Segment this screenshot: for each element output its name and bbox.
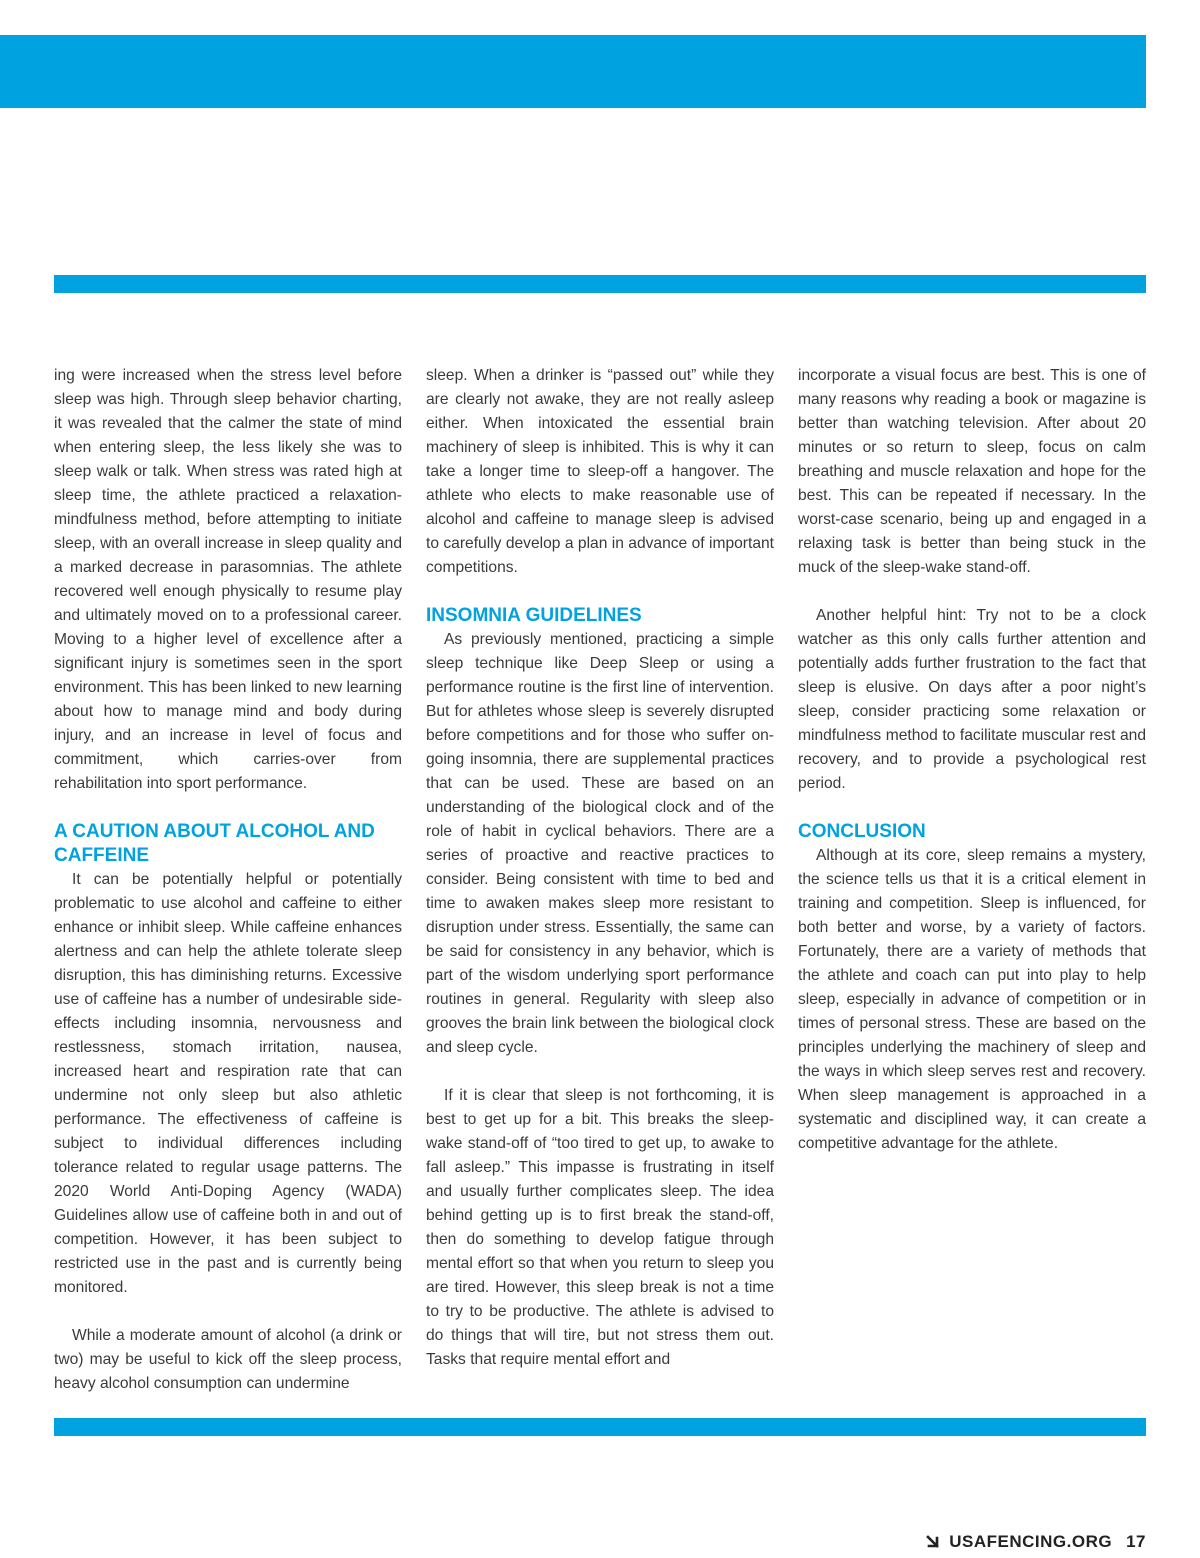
article-column-3 — [798, 364, 1146, 1156]
header-divider-band — [54, 275, 1146, 293]
col3-paragraph-1: incorporate a visual focus are best. This is one of many reasons why reading a book or magazine is better than watching television. After about 20 minutes or so return to sleep, focus on calm breathing and muscle relaxation and hope for the best. This can be repeated if necessary. In the worst-case scenario, being up and engaged in a relaxing task is better than being stuck in the muck of the sleep-wake stand-off. — [798, 367, 1146, 576]
col1-paragraph-3: While a moderate amount of alcohol (a drink or two) may be useful to kick off the sleep process, heavy alcohol consumption can undermine — [54, 1327, 402, 1392]
conclusion-heading: CONCLUSION — [798, 821, 926, 842]
col1-paragraph-2: It can be potentially helpful or potentially problematic to use alcohol and caffeine to either enhance or inhibit sleep. While caffeine enhances alertness and can help the athlete tolerate sleep disruption, this has diminishing returns. Excessive use of caffeine has a number of undesirable side-effects including insomnia, nervousness and restlessness, stomach irritation, nausea, increased heart and respiration rate that can undermine not only sleep but also athletic performance. The effectiveness of caffeine is subject to individual differences including tolerance related to regular usage patterns. The 2020 World Anti-Doping Agency (WADA) Guidelines allow use of caffeine both in and out of competition. However, it has been subject to restricted use in the past and is currently being monitored. — [54, 871, 402, 1296]
col3-paragraph-2: Another helpful hint: Try not to be a clock watcher as this only calls further attention and potentially adds further frustration to the fact that sleep is elusive. On days after a poor night’s sleep, consider practicing some relaxation or mindfulness method to facilitate muscular rest and recovery, and to provide a psychological rest period. — [798, 607, 1146, 792]
arrow-down-right-icon — [925, 1534, 941, 1550]
page-footer — [925, 1530, 1146, 1554]
page-number: 17 — [1126, 1532, 1146, 1551]
insomnia-guidelines-heading: INSOMNIA GUIDELINES — [426, 605, 642, 626]
article-column-2 — [426, 364, 774, 1372]
footer-site-url: USAFENCING.ORG — [949, 1532, 1113, 1551]
top-color-band — [0, 35, 1146, 108]
col1-paragraph-1: ing were increased when the stress level before sleep was high. Through sleep behavior charting, it was revealed that the calmer the state of mind when entering sleep, the less likely she was to sleep walk or talk. When stress was rated high at sleep time, the athlete practiced a relaxation-mindfulness method, before attempting to initiate sleep, with an overall increase in sleep quality and a marked decrease in parasomnias. The athlete recovered well enough physically to resume play and ultimately moved on to a professional career. Moving to a higher level of excellence after a significant injury is sometimes seen in the sport environment. This has been linked to new learning about how to manage mind and body during injury, and an increase in level of focus and commitment, which carries-over from rehabilitation into sport performance. — [54, 367, 402, 792]
col2-paragraph-3: If it is clear that sleep is not forthcoming, it is best to get up for a bit. This breaks the sleep-wake stand-off of “too tired to get up, to awake to fall asleep.” This impasse is frustrating in itself and usually further complicates sleep. The idea behind getting up is to first break the stand-off, then do something to develop fatigue through mental effort so that when you return to sleep you are tired. However, this sleep break is not a time to try to be productive. The athlete is advised to do things that will tire, but not stress them out. Tasks that require mental effort and — [426, 1087, 774, 1368]
col3-paragraph-3: Although at its core, sleep remains a mystery, the science tells us that it is a critical element in training and competition. Sleep is influenced, for both better and worse, by a variety of factors. Fortunately, there are a variety of methods that the athlete and coach can put into play to help sleep, especially in advance of competition or in times of personal stress. These are based on the principles underlying the machinery of sleep and the ways in which sleep serves rest and recovery. When sleep management is approached in a systematic and disciplined way, it can create a competitive advantage for the athlete. — [798, 847, 1146, 1152]
alcohol-caffeine-heading: A CAUTION ABOUT ALCOHOL AND CAFFEINE — [54, 821, 375, 866]
bottom-color-band — [54, 1418, 1146, 1436]
article-column-1 — [54, 364, 402, 1396]
col2-paragraph-1: sleep. When a drinker is “passed out” while they are clearly not awake, they are not really asleep either. When intoxicated the essential brain machinery of sleep is inhibited. This is why it can take a longer time to sleep-off a hangover. The athlete who elects to make reasonable use of alcohol and caffeine to manage sleep is advised to carefully develop a plan in advance of important competitions. — [426, 367, 774, 576]
col2-paragraph-2: As previously mentioned, practicing a simple sleep technique like Deep Sleep or using a performance routine is the first line of intervention. But for athletes whose sleep is severely disrupted before competitions and for those who suffer on-going insomnia, there are supplemental practices that can be used. These are based on an understanding of the biological clock and of the role of habit in cyclical behaviors. There are a series of proactive and reactive practices to consider. Being consistent with time to bed and time to awaken makes sleep more resistant to disruption under stress. Essentially, the same can be said for consistency in any behavior, which is part of the wisdom underlying sport performance routines in general. Regularity with sleep also grooves the brain link between the biological clock and sleep cycle. — [426, 631, 774, 1056]
